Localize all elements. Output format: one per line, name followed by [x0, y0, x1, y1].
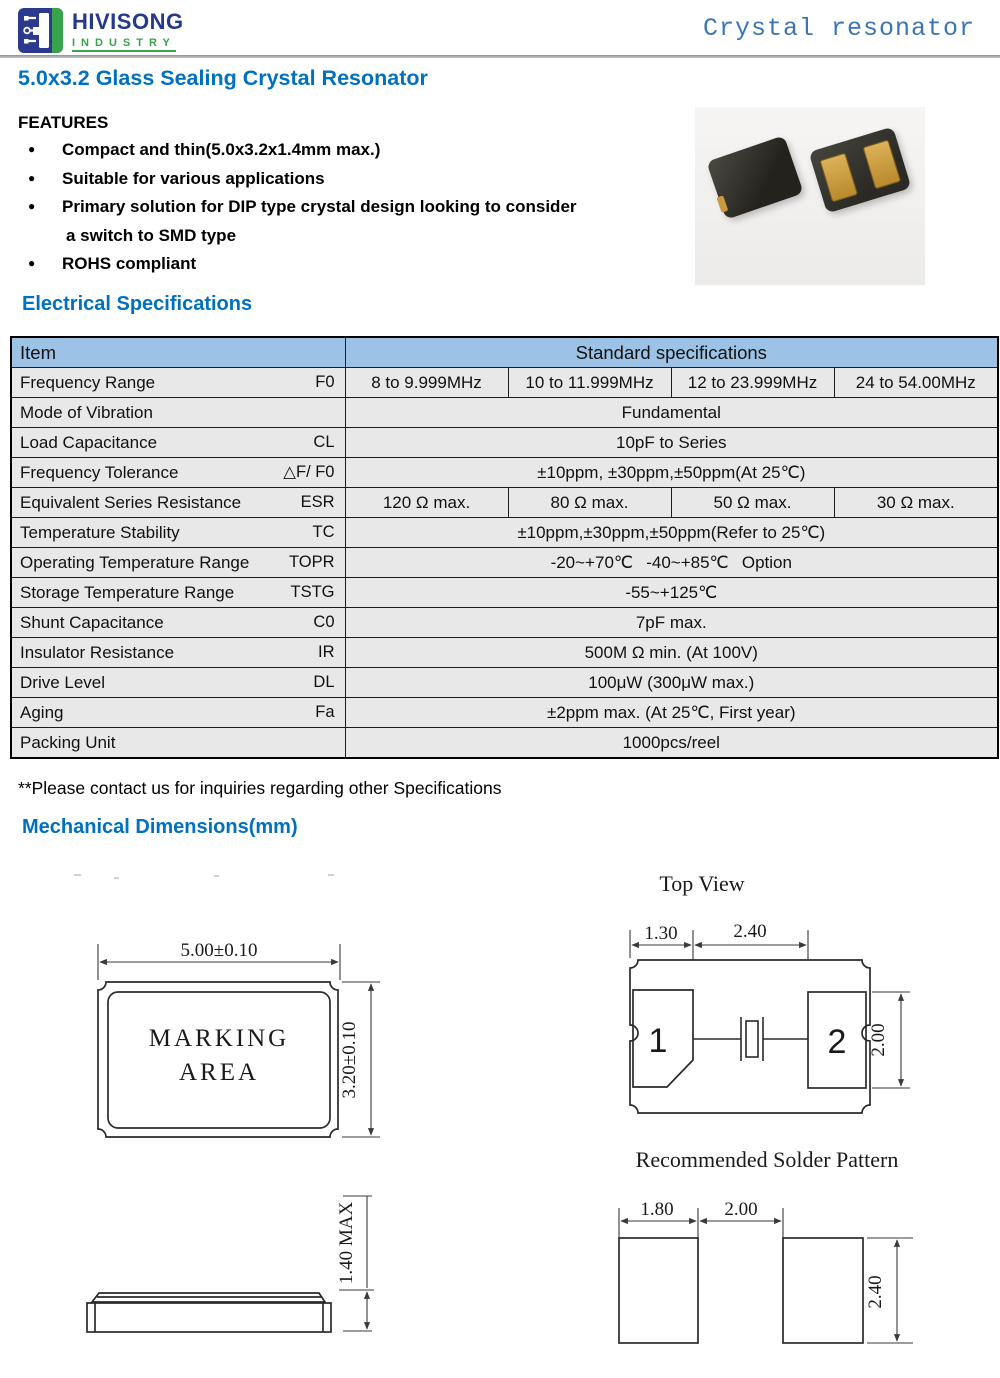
top-view-drawing: [630, 871, 910, 1113]
table-row: [11, 638, 998, 668]
table-row: [11, 488, 998, 518]
page-title: 5.0x3.2 Glass Sealing Crystal Resonator: [18, 66, 428, 90]
electrical-specs-heading: Electrical Specifications: [22, 293, 253, 315]
pad1-number: 1: [648, 1022, 668, 1060]
solder-pattern-drawing: [619, 1147, 913, 1343]
table-row: [11, 728, 998, 759]
value-cell: 10pF to Series: [345, 428, 998, 458]
table-row: [11, 668, 998, 698]
company-name: HIVISONG: [72, 9, 184, 34]
chip-gold-pad: [862, 139, 901, 189]
value-cell: 50 Ω max.: [671, 488, 834, 518]
item-cell: Packing Unit: [11, 728, 345, 759]
marking-area-label-2: AREA: [178, 1059, 260, 1086]
chip-gold-pad: [819, 153, 858, 203]
company-subtitle: INDUSTRY: [72, 37, 176, 52]
front-width-dim: 5.00±0.10: [180, 940, 258, 961]
front-view-drawing: [98, 940, 380, 1137]
value-cell: 30 Ω max.: [834, 488, 998, 518]
table-row: [11, 548, 998, 578]
table-row: [11, 428, 998, 458]
table-header-row: [11, 337, 998, 368]
company-logo-icon: [18, 8, 63, 53]
features-heading: FEATURES: [18, 113, 109, 132]
value-cell: 7pF max.: [345, 608, 998, 638]
code-cell: F0: [315, 372, 335, 391]
col-header-item: Item: [11, 337, 345, 368]
side-height-dim: 1.40 MAX: [336, 1201, 357, 1285]
top-dim-gap: 2.40: [733, 921, 767, 942]
item-cell: Load Capacitance CL: [11, 428, 345, 458]
solder-pad-right: [783, 1238, 863, 1343]
value-cell: 120 Ω max.: [345, 488, 508, 518]
value-cell: -20~+70℃ -40~+85℃ Option: [345, 548, 998, 578]
product-photo: [695, 107, 925, 285]
table-row: [11, 368, 998, 398]
table-row: [11, 608, 998, 638]
item-cell: Aging Fa: [11, 698, 345, 728]
item-cell: Equivalent Series Resistance ESR: [11, 488, 345, 518]
item-cell: Temperature Stability TC: [11, 518, 345, 548]
code-cell: C0: [313, 612, 335, 631]
code-cell: TSTG: [290, 582, 335, 601]
value-cell: 24 to 54.00MHz: [834, 368, 998, 398]
crystal-chip-bottom-view: [809, 127, 912, 214]
value-cell: ±10ppm,±30ppm,±50ppm(Refer to 25℃): [345, 518, 998, 548]
item-cell: Shunt Capacitance C0: [11, 608, 345, 638]
solder-dim-gap: 2.00: [724, 1199, 758, 1220]
feature-item: ● Primary solution for DIP type crystal design looking to consider: [28, 197, 688, 217]
code-cell: TC: [312, 522, 335, 541]
value-cell: 8 to 9.999MHz: [345, 368, 508, 398]
solder-dim-pad: 1.80: [640, 1199, 674, 1220]
mechanical-dimensions-heading: Mechanical Dimensions(mm): [22, 816, 298, 838]
col-header-spec: Standard specifications: [345, 337, 998, 368]
electrical-specs-table: [10, 336, 999, 759]
code-cell: ESR: [300, 492, 335, 511]
crystal-chip-top-view: [706, 135, 803, 219]
body-outline: [87, 1303, 331, 1332]
chip-pad-sliver: [716, 195, 728, 212]
value-cell: 10 to 11.999MHz: [508, 368, 671, 398]
value-cell: ±2ppm max. (At 25℃, First year): [345, 698, 998, 728]
solder-pad-left: [619, 1238, 698, 1343]
value-cell: ±10ppm, ±30ppm,±50ppm(At 25℃): [345, 458, 998, 488]
code-cell: DL: [313, 672, 335, 691]
code-cell: IR: [318, 642, 335, 661]
circuit-logo-icon: [18, 8, 63, 53]
table-row: [11, 698, 998, 728]
header-divider: [0, 55, 1000, 58]
value-cell: -55~+125℃: [345, 578, 998, 608]
table-row: [11, 578, 998, 608]
item-cell: Mode of Vibration: [11, 398, 345, 428]
top-dim-height: 2.00: [868, 1023, 889, 1057]
item-cell: Insulator Resistance IR: [11, 638, 345, 668]
solder-dim-height: 2.40: [865, 1275, 886, 1309]
marking-area-label-1: MARKING: [148, 1025, 290, 1052]
feature-item-continuation: a switch to SMD type: [66, 225, 237, 245]
print-artifacts: [74, 874, 334, 879]
table-footnote: **Please contact us for inquiries regarding other Specifications: [18, 778, 502, 798]
feature-item: ● Suitable for various applications: [28, 169, 688, 189]
code-cell: CL: [313, 432, 335, 451]
value-cell: Fundamental: [345, 398, 998, 428]
feature-item: ● ROHS compliant: [28, 254, 688, 274]
item-cell: Drive Level DL: [11, 668, 345, 698]
value-cell: 12 to 23.999MHz: [671, 368, 834, 398]
side-view-drawing: [87, 1196, 374, 1332]
code-cell: TOPR: [288, 552, 335, 571]
item-cell: Storage Temperature Range TSTG: [11, 578, 345, 608]
table-row: [11, 458, 998, 488]
features-list: [28, 140, 688, 283]
front-height-dim: 3.20±0.10: [339, 1021, 360, 1099]
item-cell: Frequency Tolerance △F/ F0: [11, 458, 345, 488]
value-cell: 500M Ω min. (At 100V): [345, 638, 998, 668]
value-cell: 1000pcs/reel: [345, 728, 998, 759]
table-row: [11, 398, 998, 428]
mechanical-drawings: [0, 855, 1000, 1378]
feature-item: ● Compact and thin(5.0x3.2x1.4mm max.): [28, 140, 688, 160]
document-type-label: Crystal resonator: [702, 14, 975, 43]
code-cell: △F/ F0: [283, 462, 335, 481]
pad2-number: 2: [827, 1023, 847, 1061]
top-view-title: Top View: [659, 871, 745, 896]
code-cell: Fa: [315, 702, 335, 721]
value-cell: 80 Ω max.: [508, 488, 671, 518]
top-dim-pad1: 1.30: [644, 923, 678, 944]
item-cell: Operating Temperature Range TOPR: [11, 548, 345, 578]
item-cell: Frequency Range F0: [11, 368, 345, 398]
table-row: [11, 518, 998, 548]
solder-pattern-title: Recommended Solder Pattern: [635, 1147, 899, 1172]
value-cell: 100μW (300μW max.): [345, 668, 998, 698]
logo-text: [72, 10, 184, 52]
